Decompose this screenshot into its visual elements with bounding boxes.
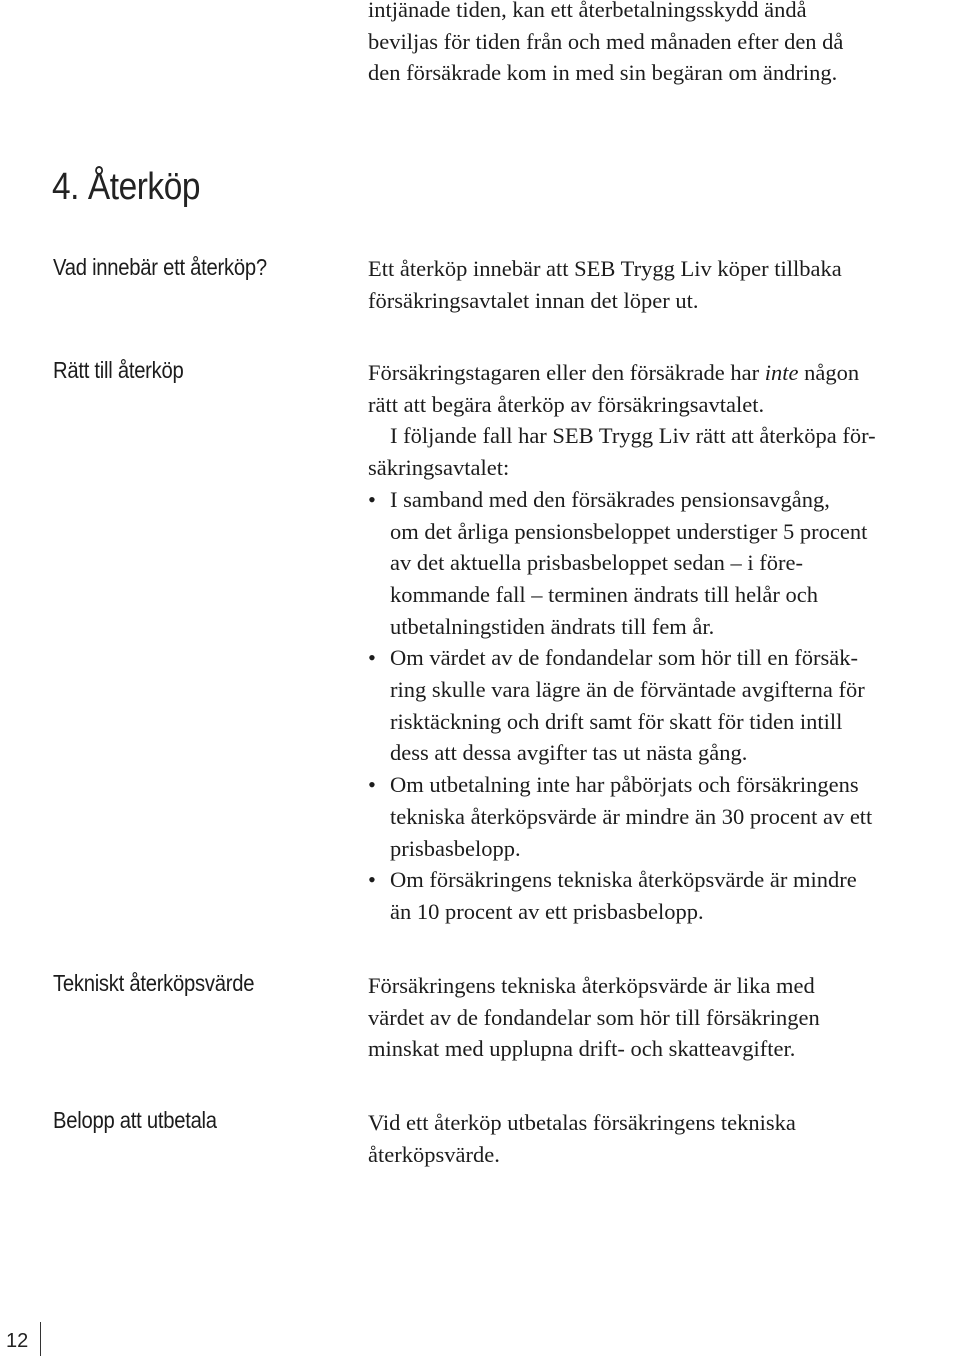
bullet-text: prisbasbelopp. xyxy=(390,835,521,861)
row-label-what-is-surrender: Vad innebär ett återköp? xyxy=(53,254,267,280)
paragraph-line: återköpsvärde. xyxy=(368,1141,500,1167)
paragraph-line-indented: I följande fall har SEB Trygg Liv rätt att återköpa för- xyxy=(390,423,876,449)
row-label-technical-value: Tekniskt återköpsvärde xyxy=(53,970,255,996)
paragraph-right-to-surrender xyxy=(368,357,876,928)
bullet-item xyxy=(368,864,876,927)
text-segment: någon xyxy=(798,360,860,385)
row-label-right-to-surrender: Rätt till återköp xyxy=(53,357,184,383)
bullet-item xyxy=(368,642,876,769)
page-number-divider xyxy=(40,1322,41,1356)
bullet-text: risktäckning och drift samt för skatt för tiden intill xyxy=(390,708,843,734)
bullet-text: kommande fall – terminen ändrats till helår och xyxy=(390,581,818,607)
paragraph-line: värdet av de fondandelar som hör till försäkringen xyxy=(368,1004,820,1030)
bullet-text: Om värdet av de fondandelar som hör till en försäk- xyxy=(390,645,858,671)
paragraph-line: rätt att begära återköp av försäkringsavtalet. xyxy=(368,391,765,417)
paragraph-line: den försäkrade kom in med sin begäran om ändring. xyxy=(368,60,838,86)
bullet-text: dess att dessa avgifter tas ut nästa gång. xyxy=(390,740,748,766)
bullet-text: tekniska återköpsvärde är mindre än 30 procent av ett xyxy=(390,803,873,829)
paragraph-technical-value xyxy=(368,970,820,1065)
paragraph-payout-amount xyxy=(368,1107,796,1170)
paragraph-line: minskat med upplupna drift- och skatteavgifter. xyxy=(368,1036,796,1062)
bullet-item xyxy=(368,484,876,643)
bullet-text: om det årliga pensionsbeloppet understiger 5 procent xyxy=(390,518,868,544)
bullet-icon: • xyxy=(368,867,376,893)
bullet-text: ring skulle vara lägre än de förväntade avgifterna för xyxy=(390,677,865,703)
paragraph-what-is-surrender xyxy=(368,253,842,316)
emphasis-text: inte xyxy=(764,360,799,385)
section-heading: 4. Återköp xyxy=(52,166,201,208)
continuation-paragraph xyxy=(368,0,843,89)
bullet-text: Om utbetalning inte har påbörjats och försäkringens xyxy=(390,772,859,798)
bullet-text: Om försäkringens tekniska återköpsvärde är mindre xyxy=(390,867,857,893)
paragraph-line: försäkringsavtalet innan det löper ut. xyxy=(368,287,699,313)
bullet-icon: • xyxy=(368,645,376,671)
bullet-text: utbetalningstiden ändrats till fem år. xyxy=(390,613,715,639)
paragraph-line: Försäkringens tekniska återköpsvärde är lika med xyxy=(368,973,815,998)
page-number: 12 xyxy=(6,1330,29,1352)
bullet-icon: • xyxy=(368,486,376,512)
bullet-icon: • xyxy=(368,772,376,798)
paragraph-line: beviljas för tiden från och med månaden efter den då xyxy=(368,28,844,54)
paragraph-line: Ett återköp innebär att SEB Trygg Liv köper tillbaka xyxy=(368,256,842,281)
bullet-list xyxy=(368,484,876,928)
paragraph-line: Vid ett återköp utbetalas försäkringens tekniska xyxy=(368,1110,796,1135)
row-label-payout-amount: Belopp att utbetala xyxy=(53,1107,217,1133)
paragraph-line: intjänade tiden, kan ett återbetalningsskydd ändå xyxy=(368,0,807,22)
bullet-text: av det aktuella prisbasbeloppet sedan – i före- xyxy=(390,550,803,576)
paragraph-line: säkringsavtalet: xyxy=(368,455,510,481)
bullet-item xyxy=(368,769,876,864)
bullet-text: än 10 procent av ett prisbasbelopp. xyxy=(390,898,704,924)
bullet-text: I samband med den försäkrades pensionsavgång, xyxy=(390,486,830,512)
text-segment: Försäkringstagaren eller den försäkrade har xyxy=(368,360,765,385)
paragraph-line xyxy=(368,357,876,389)
